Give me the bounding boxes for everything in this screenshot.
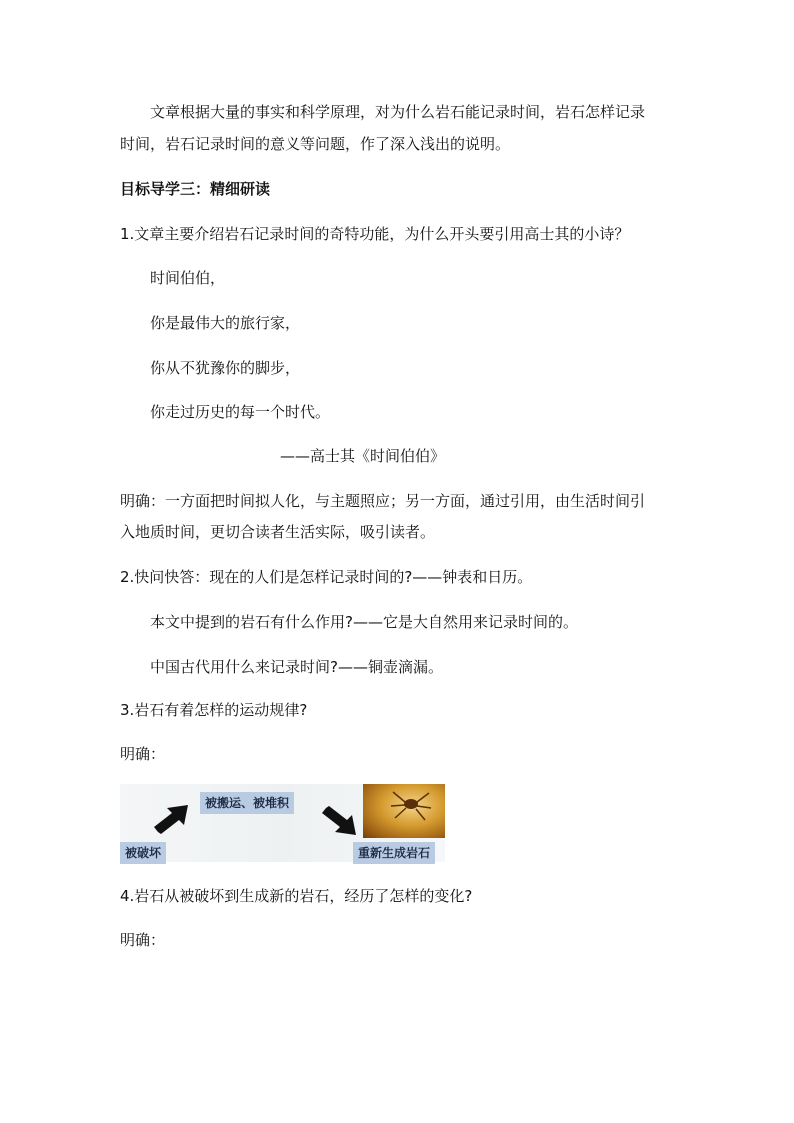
amber-fossil-image [363, 784, 445, 838]
answer-3-label: 明确： [120, 745, 166, 763]
arrow-down-right-icon [322, 806, 358, 838]
question-4: 4.岩石从被破坏到生成新的岩石，经历了怎样的变化? [120, 887, 473, 905]
step-destroyed-label: 被破坏 [120, 842, 166, 864]
poem-line-3: 你从不犹豫你的脚步， [150, 359, 301, 377]
poem-line-2: 你是最伟大的旅行家， [150, 314, 301, 332]
intro-paragraph-line1: 文章根据大量的事实和科学原理，对为什么岩石能记录时间，岩石怎样记录 [150, 103, 646, 121]
poem-line-4: 你走过历史的每一个时代。 [150, 403, 331, 421]
answer-1-line2: 入地质时间，更切合读者生活实际，吸引读者。 [120, 523, 436, 541]
answer-1-line1: 明确：一方面把时间拟人化，与主题照应；另一方面，通过引用，由生活时间引 [120, 492, 646, 510]
step-transport-deposit-label: 被搬运、被堆积 [200, 792, 294, 814]
answer-4-label: 明确： [120, 931, 166, 949]
arrow-up-right-icon [154, 804, 190, 836]
question-1: 1.文章主要介绍岩石记录时间的奇特功能，为什么开头要引用高士其的小诗？ [120, 225, 630, 243]
question-2b: 本文中提到的岩石有什么作用?——它是大自然用来记录时间的。 [150, 613, 578, 631]
question-2c: 中国古代用什么来记录时间?——铜壶滴漏。 [150, 658, 443, 676]
poem-line-1: 时间伯伯， [150, 269, 226, 287]
step-new-rock-label: 重新生成岩石 [353, 842, 435, 864]
spider-in-amber-icon [363, 784, 445, 838]
question-3: 3.岩石有着怎样的运动规律? [120, 701, 308, 719]
section-heading: 目标导学三：精细研读 [120, 180, 271, 198]
question-2: 2.快问快答：现在的人们是怎样记录时间的?——钟表和日历。 [120, 568, 533, 586]
intro-paragraph-line2: 时间，岩石记录时间的意义等问题，作了深入浅出的说明。 [120, 135, 511, 153]
rock-cycle-diagram [120, 784, 445, 862]
poem-source: ——高士其《时间伯伯》 [280, 447, 446, 465]
